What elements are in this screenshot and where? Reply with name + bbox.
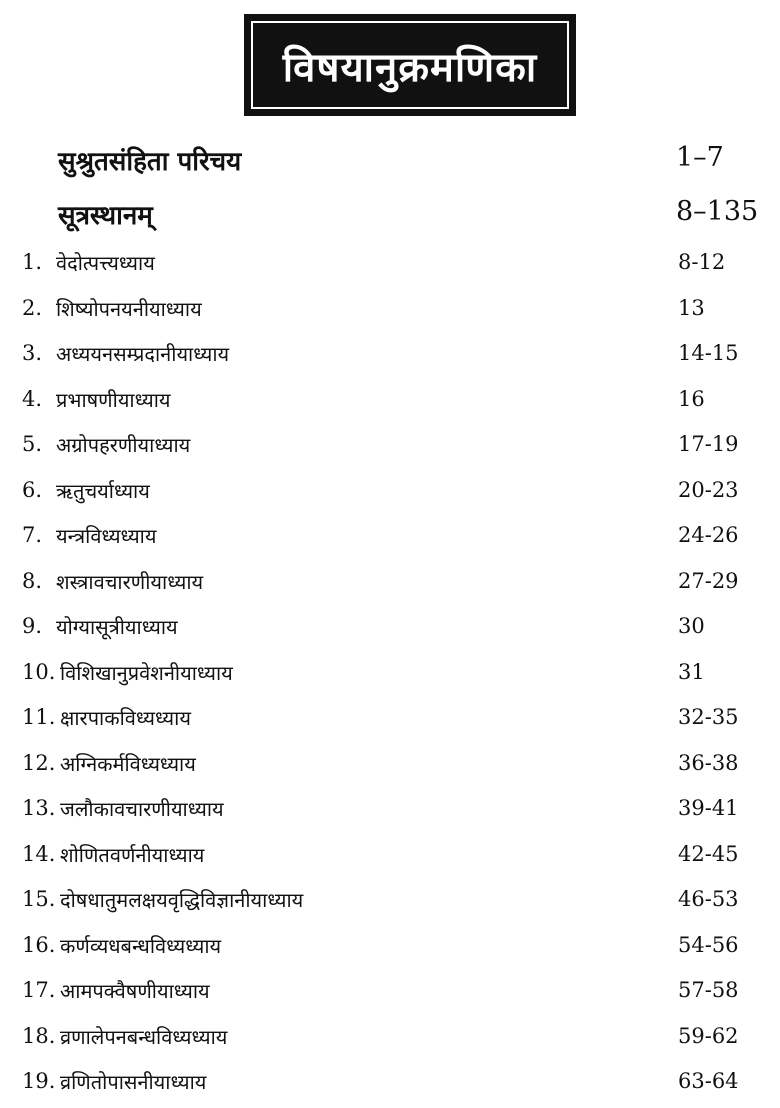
entry-title: अध्ययनसम्प्रदानीयाध्याय: [56, 342, 230, 366]
entry-pages: 17-19: [678, 432, 739, 456]
section-pages: 1–7: [676, 142, 724, 173]
entry-title: ऋतुचर्याध्याय: [56, 478, 150, 503]
entry-title: आमपक्वैषणीयाध्याय: [60, 979, 210, 1003]
entry-title: शिष्योपनयनीयाध्याय: [56, 296, 202, 321]
entry-title: शस्त्रावचारणीयाध्याय: [56, 569, 204, 594]
entry-pages: 42-45: [678, 841, 739, 866]
entry-pages: 39-41: [678, 796, 739, 820]
entry-pages: 24-26: [678, 523, 739, 547]
entry-pages: 16: [678, 386, 705, 411]
entry-pages: 30: [678, 614, 705, 638]
entry-title: अग्रोपहरणीयाध्याय: [56, 433, 191, 457]
entry-number: 13.: [22, 796, 56, 820]
entry-title: कर्णव्यधबन्धविध्यध्याय: [60, 933, 222, 958]
page-title: विषयानुक्रमणिका: [282, 44, 538, 91]
title-box: [244, 14, 576, 116]
entry-number: 15.: [22, 887, 56, 911]
entry-number: 14.: [22, 841, 56, 866]
entry-pages: 14-15: [678, 341, 739, 365]
entry-number: 11.: [22, 705, 56, 729]
entry-pages: 31: [678, 659, 705, 684]
entry-number: 19.: [22, 1069, 56, 1093]
entry-pages: 8-12: [678, 250, 726, 274]
entry-title: व्रणालेपनबन्धविध्यध्याय: [60, 1024, 228, 1049]
toc-entry: [22, 796, 762, 832]
entry-number: 16.: [22, 932, 56, 957]
entry-pages: 54-56: [678, 932, 739, 957]
entry-pages: 20-23: [678, 477, 739, 502]
entry-number: 2.: [22, 295, 43, 320]
entry-title: व्रणितोपासनीयाध्याय: [60, 1070, 207, 1094]
entry-number: 7.: [22, 523, 43, 547]
section-row: [58, 142, 758, 188]
entry-number: 5.: [22, 432, 43, 456]
entry-number: 10.: [22, 659, 56, 684]
toc-entry: [22, 705, 762, 741]
entry-number: 6.: [22, 477, 43, 502]
entry-title: विशिखानुप्रवेशनीयाध्याय: [60, 660, 233, 685]
entry-title: क्षारपाकविध्यध्याय: [60, 706, 191, 730]
toc-entry: [22, 387, 762, 423]
entry-number: 1.: [22, 250, 43, 274]
entry-title: प्रभाषणीयाध्याय: [56, 387, 171, 412]
entry-pages: 57-58: [678, 978, 739, 1002]
entry-number: 18.: [22, 1023, 56, 1048]
section-label: सूत्रस्थानम्: [58, 201, 153, 231]
entry-number: 12.: [22, 750, 56, 775]
entry-pages: 13: [678, 295, 705, 320]
entry-title: वेदोत्पत्त्यध्याय: [56, 251, 155, 275]
section-label: सुश्रुतसंहिता परिचय: [58, 147, 242, 177]
toc-entry: [22, 478, 762, 514]
entry-number: 9.: [22, 614, 43, 638]
entry-pages: 46-53: [678, 887, 739, 911]
entry-pages: 63-64: [678, 1069, 739, 1093]
entry-pages: 59-62: [678, 1023, 739, 1048]
entry-number: 8.: [22, 568, 43, 593]
toc-entry: [22, 751, 762, 787]
entry-title: यन्त्रविध्यध्याय: [56, 524, 157, 548]
entry-title: शोणितवर्णनीयाध्याय: [60, 842, 205, 867]
entry-title: जलौकावचारणीयाध्याय: [60, 797, 224, 821]
toc-entry: [22, 1069, 762, 1105]
entry-pages: 27-29: [678, 568, 739, 593]
toc-entry: [22, 660, 762, 696]
toc-entry: [22, 887, 762, 923]
toc-entry: [22, 296, 762, 332]
entry-pages: 36-38: [678, 750, 739, 775]
toc-entry: [22, 432, 762, 468]
toc-entry: [22, 978, 762, 1014]
section-row: [58, 196, 758, 242]
entry-pages: 32-35: [678, 705, 739, 729]
toc-entry: [22, 523, 762, 559]
entry-number: 3.: [22, 341, 43, 365]
toc-entry: [22, 933, 762, 969]
entry-title: दोषधातुमलक्षयवृद्धिविज्ञानीयाध्याय: [60, 888, 304, 912]
toc-entry: [22, 1024, 762, 1060]
section-pages: 8–135: [676, 196, 759, 227]
toc-entry: [22, 614, 762, 650]
toc-entry: [22, 250, 762, 286]
entry-title: योग्यासूत्रीयाध्याय: [56, 615, 178, 639]
entry-title: अग्निकर्मविध्यध्याय: [60, 751, 196, 776]
toc-entry: [22, 569, 762, 605]
toc-entry: [22, 842, 762, 878]
toc-entry: [22, 341, 762, 377]
entry-number: 17.: [22, 978, 56, 1002]
entry-number: 4.: [22, 386, 43, 411]
